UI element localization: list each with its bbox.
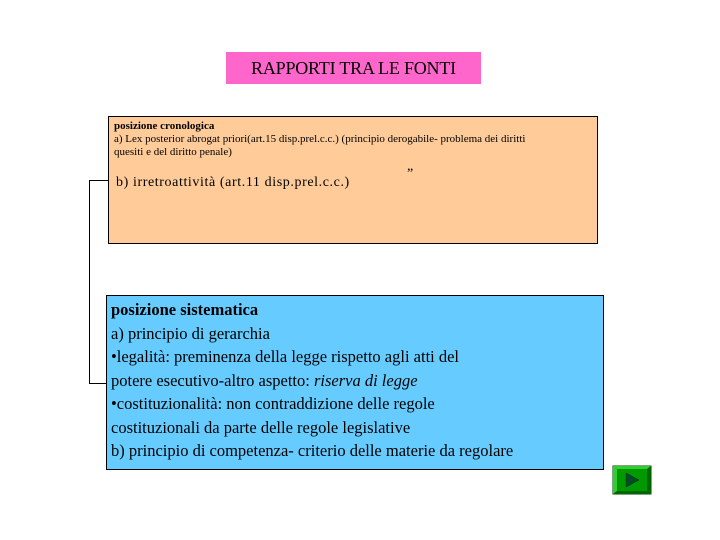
cronologica-item-b: b) irretroattività (art.11 disp.prel.c.c.) [116,175,350,190]
connector-branch-top [89,180,110,181]
play-arrow-icon [612,465,652,495]
sistematica-line-1: a) principio di gerarchia [111,323,270,343]
sistematica-line-6: b) principio di competenza- criterio delle materie da regolare [111,441,514,460]
sistematica-box [106,295,604,470]
connector-line [89,180,90,384]
slide-title: RAPPORTI TRA LE FONTI [226,52,481,84]
sistematica-line-4: •costituzionalità: non contraddizione delle regole [111,394,435,413]
cronologica-item-a: a) Lex posterior abrogat priori(art.15 disp.prel.c.c.) (principio derogabile- problema dei diritti quesiti e del diritto penale) [114,133,526,158]
cronologica-heading: posizione cronologica [114,120,215,132]
sistematica-line-3-prefix: potere esecutivo-altro aspetto: [111,370,314,390]
sistematica-line-5: costituzionali da parte delle regole legislative [111,417,411,437]
sistematica-heading: posizione sistematica [111,300,259,319]
cronologica-box [108,116,598,244]
cronologica-mark: „ [407,159,414,174]
sistematica-line-3 [111,369,599,393]
sistematica-line-2: •legalità: preminenza della legge rispetto agli atti del [111,347,460,366]
next-slide-button[interactable] [612,465,652,495]
sistematica-line-3-italic: riserva di legge [313,370,418,390]
